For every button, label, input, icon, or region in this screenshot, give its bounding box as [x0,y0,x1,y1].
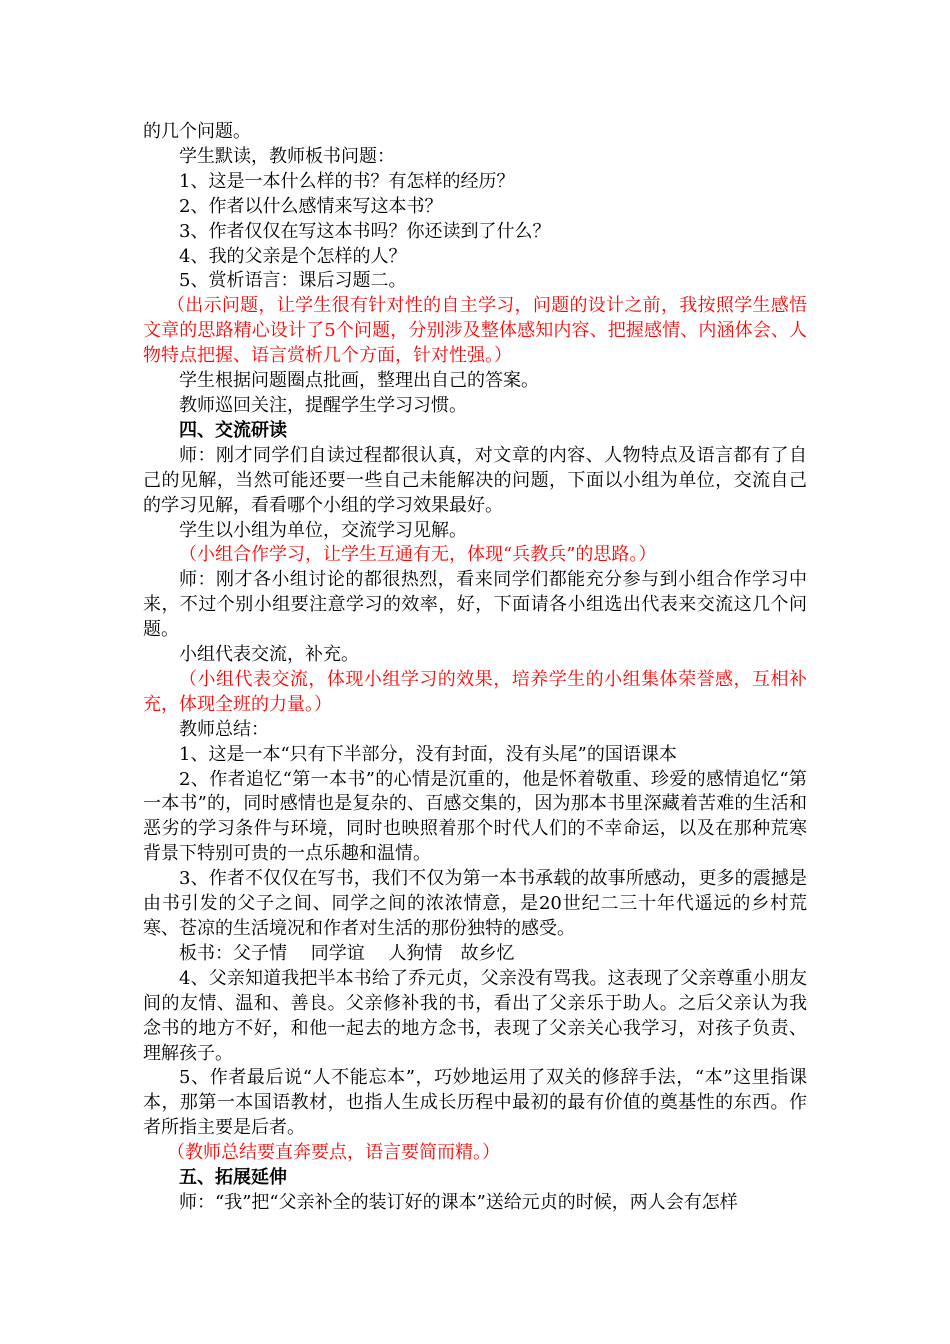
summary-point-3: 3、作者不仅仅在写书，我们不仅为第一本书承载的故事所感动，更多的震撼是由书引发的父子之间、同学之间的浓浓情意，是20世纪二三十年代遥远的乡村荒寒、苍凉的生活境况和作者对生活的那份独特的感受。 [143,868,807,939]
question-3: 3、作者仅仅在写这本书吗？你还读到了什么？ [179,220,551,242]
design-note-report: （小组代表交流，体现小组学习的效果，培养学生的小组集体荣誉感，互相补充，体现全班的力量。） [143,668,807,715]
paragraph-teacher-patrol: 教师巡回关注，提醒学生学习习惯。 [179,394,467,416]
summary-point-5: 5、作者最后说“人不能忘本”，巧妙地运用了双关的修辞手法，“本”这里指课本，那第一本国语教材，也指人生成长历程中最初的最有价值的奠基性的东西。作者所指主要是后者。 [143,1067,807,1139]
summary-point-1: 1、这是一本“只有下半部分，没有封面，没有头尾”的国语课本 [179,743,677,765]
paragraph-group-exchange: 学生以小组为单位，交流学习见解。 [179,519,467,541]
paragraph-teacher-summary: 教师总结： [179,718,269,740]
question-2: 2、作者以什么感情来写这本书？ [179,195,443,217]
blackboard-note: 板书：父子情 同学谊 人狗情 故乡忆 [179,942,515,964]
paragraph-group-report: 小组代表交流，补充。 [179,644,359,666]
section-heading-4: 四、交流研读 [179,419,287,441]
paragraph-student-reading: 学生默读，教师板书问题： [179,145,395,167]
paragraph-teacher-intro: 师：刚才同学们自读过程都很认真，对文章的内容、人物特点及语言都有了自己的见解，当然可能还要一些自己未能解决的问题，下面以小组为单位，交流自己的学习见解，看看哪个小组的学习效果最好。 [143,444,807,516]
design-note-summary: （教师总结要直奔要点，语言要简而精。） [167,1142,500,1164]
summary-point-4: 4、父亲知道我把半本书给了乔元贞，父亲没有骂我。这表现了父亲尊重小朋友间的友情、温和、善良。父亲修补我的书，看出了父亲乐于助人。之后父亲认为我念书的地方不好，和他一起去的地方念书，表现了父亲关心我学习，对孩子负责、理解孩子。 [143,967,807,1064]
section-heading-5: 五、拓展延伸 [179,1167,287,1189]
question-5: 5、赏析语言：课后习题二。 [179,270,407,292]
question-1: 1、这是一本什么样的书？有怎样的经历？ [179,170,515,192]
question-4: 4、我的父亲是个怎样的人？ [179,245,407,267]
design-note-questions: （出示问题，让学生很有针对性的自主学习，问题的设计之前，我按照学生感悟文章的思路精心设计了5个问题，分别涉及整体感知内容、把握感情、内涵体会、人物特点把握、语言赏析几个方面，针对性强。） [143,295,807,367]
paragraph-continuation: 的几个问题。 [143,121,251,142]
design-note-group: （小组合作学习，让学生互通有无，体现“兵教兵”的思路。） [179,544,657,566]
paragraph-teacher-comment: 师：刚才各小组讨论的都很热烈，看来同学们都能充分参与到小组合作学习中来，不过个别小组要注意学习的效率，好，下面请各小组选出代表来交流这几个问题。 [143,569,807,641]
document-page [143,120,807,1216]
paragraph-extension: 师：“我”把“父亲补全的装订好的课本”送给元贞的时候，两人会有怎样 [179,1191,738,1213]
summary-point-2: 2、作者追忆“第一本书”的心情是沉重的，他是怀着敬重、珍爱的感情追忆“第一本书”的，同时感情也是复杂的、百感交集的，因为那本书里深藏着苦难的生活和恶劣的学习条件与环境，同时也映照着那个时代人们的不幸命运，以及在那种荒寒背景下特别可贵的一点乐趣和温情。 [143,768,807,865]
paragraph-student-annotate: 学生根据问题圈点批画，整理出自己的答案。 [179,370,539,392]
